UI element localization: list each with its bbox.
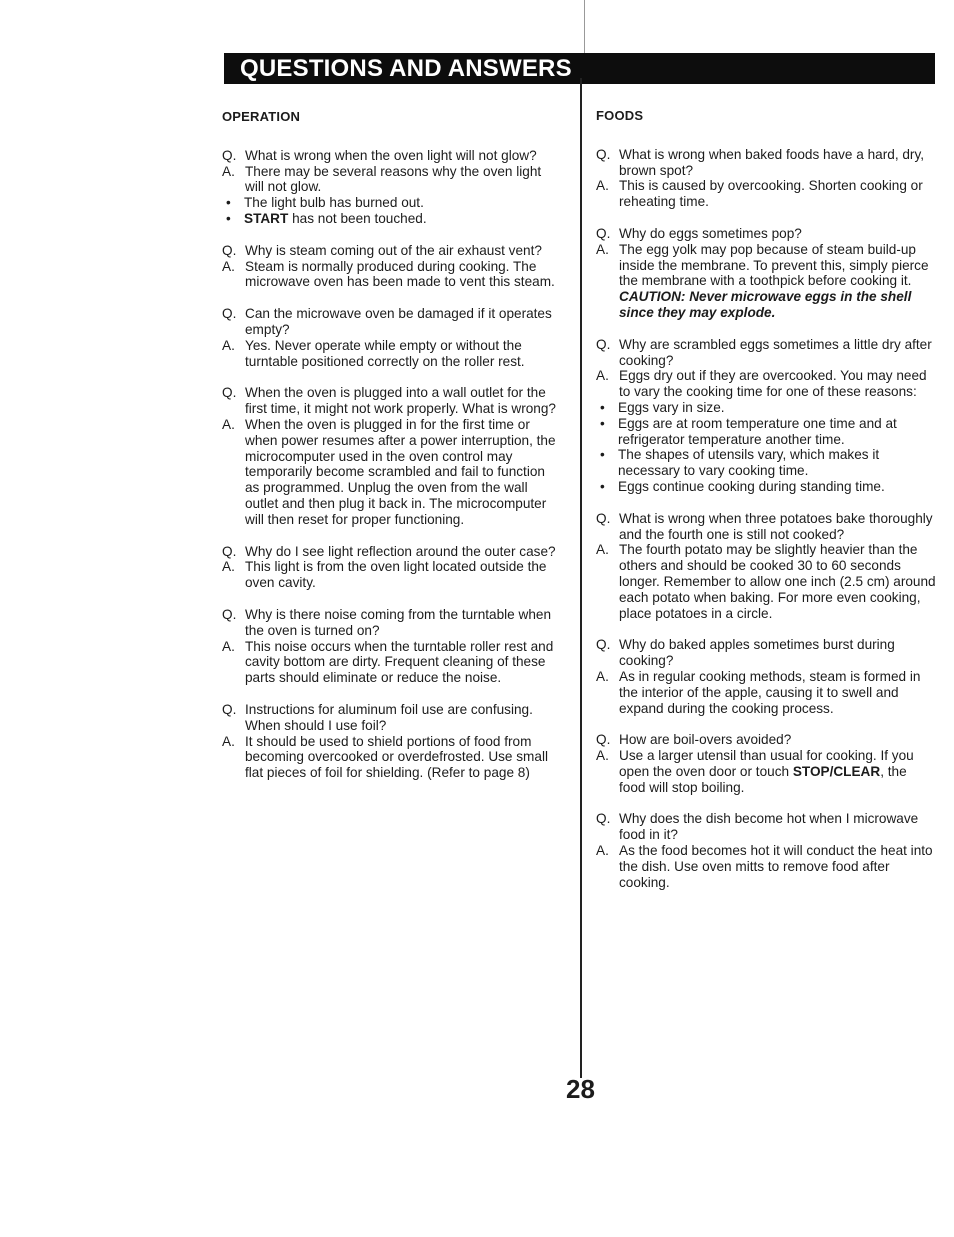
answer-marker: A.: [596, 368, 609, 384]
qa-item: [222, 544, 562, 591]
question: [596, 337, 936, 369]
foods-heading: FOODS: [596, 108, 644, 123]
answer-marker: A.: [222, 337, 235, 353]
answer-marker: A.: [596, 843, 609, 859]
question-marker: Q.: [596, 336, 611, 352]
question-text: Why do baked apples sometimes burst during cooking?: [619, 637, 895, 669]
question-text: Why are scrambled eggs sometimes a little dry after cooking?: [619, 336, 932, 368]
bullet-text: Eggs vary in size.: [618, 399, 725, 415]
answer-marker: A.: [596, 178, 609, 194]
answer-body: [245, 338, 562, 370]
answer: [222, 417, 562, 528]
question-marker: Q.: [596, 811, 611, 827]
question: [596, 732, 936, 748]
answer-text: This noise occurs when the turntable roller rest and cavity bottom are dirty. Frequent cleaning of these parts should eliminate or reduce the noise.: [245, 638, 554, 686]
page-number: 28: [566, 1074, 595, 1104]
question-text: Why does the dish become hot when I microwave food in it?: [619, 811, 919, 843]
qa-item: [596, 337, 936, 495]
question: [222, 544, 562, 560]
qa-item: [596, 226, 936, 321]
answer-marker: A.: [222, 416, 235, 432]
question-text: What is wrong when the oven light will not glow?: [245, 147, 537, 163]
foods-column: [596, 108, 936, 906]
answer-marker: A.: [222, 559, 235, 575]
answer: [596, 748, 936, 795]
qa-item: [596, 637, 936, 716]
answer-marker: A.: [596, 668, 609, 684]
qa-item: [222, 385, 562, 527]
bullet-icon: •: [600, 447, 605, 463]
answer: [596, 178, 936, 210]
question-marker: Q.: [222, 701, 237, 717]
qa-item: [222, 702, 562, 781]
bullet-icon: •: [600, 415, 605, 431]
answer-text: This light is from the oven light located outside the oven cavity.: [245, 559, 547, 591]
question: [222, 702, 562, 734]
answer-body: [245, 417, 562, 528]
bullet-icon: •: [600, 399, 605, 415]
bullet-icon: •: [226, 210, 231, 226]
stop-clear-key-label: STOP/CLEAR: [792, 763, 881, 779]
answer-body: [245, 164, 562, 196]
bullet-text: Eggs continue cooking during standing time.: [618, 478, 885, 494]
answer-body: [619, 748, 936, 795]
answer-text: This is caused by overcooking. Shorten cooking or reheating time.: [619, 178, 923, 210]
answer: [222, 639, 562, 686]
answer-text: As the food becomes hot it will conduct the heat into the dish. Use oven mitts to remove food after cooking.: [619, 843, 933, 890]
answer-marker: A.: [222, 163, 235, 179]
answer-marker: A.: [222, 258, 235, 274]
answer-marker: A.: [596, 748, 609, 764]
qa-item: [222, 243, 562, 290]
question: [222, 148, 562, 164]
answer: [222, 164, 562, 196]
answer-text: The egg yolk may pop because of steam build-up inside the membrane. To prevent this, simply pierce the membrane with a toothpick before cooking it.: [619, 241, 929, 289]
answer: [222, 559, 562, 591]
bullet-text: START has not been touched.: [244, 210, 427, 226]
question-marker: Q.: [222, 385, 237, 401]
column-divider: [580, 78, 582, 1078]
bullet-icon: •: [600, 478, 605, 494]
qa-item: [222, 607, 562, 686]
question-marker: Q.: [596, 225, 611, 241]
answer-body: [245, 559, 562, 591]
answer: [222, 338, 562, 370]
answer: [596, 669, 936, 716]
answer-body: [245, 259, 562, 291]
answer-text: The fourth potato may be slightly heavier than the others and should be cooked 30 to 60 seconds longer. Remember to allow one inch (2.5 cm) around each potato when baking. For more even cooking, place potatoes in a circle.: [619, 542, 936, 621]
bullet-icon: •: [226, 195, 231, 211]
bullet-item: [596, 479, 936, 495]
question: [222, 306, 562, 338]
answer-text: Yes. Never operate while empty or without the turntable positioned correctly on the roller rest.: [245, 337, 525, 369]
question: [596, 226, 936, 242]
qa-item: [596, 811, 936, 890]
answer-marker: A.: [596, 241, 609, 257]
question-marker: Q.: [596, 146, 611, 162]
question-text: What is wrong when baked foods have a hard, dry, brown spot?: [619, 146, 925, 178]
question-text: Can the microwave oven be damaged if it operates empty?: [245, 306, 552, 337]
operation-column: [222, 109, 562, 797]
bullet-item: [596, 416, 936, 448]
operation-heading: OPERATION: [222, 109, 301, 124]
answer-body: [619, 368, 936, 400]
question-marker: Q.: [596, 732, 611, 748]
answer-text: When the oven is plugged in for the first time or when power resumes after a power interruption, the microcomputer used in the oven control may temporarily become scrambled and fail to function as programmed. Unplug the oven from the wall outlet and then plug it back in. The microcomputer will then reset for proper functioning.: [245, 416, 556, 527]
bullet-strong-text: START: [244, 210, 289, 226]
question-text: What is wrong when three potatoes bake thoroughly and the fourth one is still not cooked?: [619, 510, 933, 542]
bullet-item: [596, 447, 936, 479]
qa-item: [596, 147, 936, 210]
bullet-text: The shapes of utensils vary, which makes it necessary to vary cooking time.: [618, 447, 880, 479]
answer: [596, 368, 936, 400]
answer-body: [619, 843, 936, 890]
caution-note: CAUTION: Never microwave eggs in the shell since they may explode.: [619, 289, 912, 320]
question: [596, 637, 936, 669]
question-marker: Q.: [222, 606, 237, 622]
question-text: Why do eggs sometimes pop?: [619, 225, 802, 241]
answer-body: [619, 242, 936, 321]
answer: [596, 542, 936, 621]
answer: [596, 843, 936, 890]
qa-item: [596, 732, 936, 795]
question-text: When the oven is plugged into a wall outlet for the first time, it might not work properly. What is wrong?: [245, 385, 556, 417]
question-marker: Q.: [596, 637, 611, 653]
page-title: QUESTIONS AND ANSWERS: [240, 55, 572, 82]
question-text: Why is steam coming out of the air exhaust vent?: [245, 242, 542, 258]
answer-text: Steam is normally produced during cooking. The microwave oven has been made to vent this steam.: [245, 258, 555, 290]
question-text: Why is there noise coming from the turntable when the oven is turned on?: [245, 606, 552, 638]
qa-item: [222, 306, 562, 369]
answer-text: It should be used to shield portions of food from becoming overcooked or overdefrosted. Use small flat pieces of foil for shielding. (Refer to page 8): [245, 733, 548, 781]
answer-text: There may be several reasons why the oven light will not glow.: [245, 163, 542, 195]
answer-text: Use a larger utensil than usual for cooking. If you open the oven door or touch STOP/CLEAR, the food will stop boiling.: [619, 748, 914, 795]
question-text: Why do I see light reflection around the outer case?: [245, 543, 556, 559]
answer: [222, 259, 562, 291]
qa-item: [222, 148, 562, 227]
answer-marker: A.: [596, 542, 609, 558]
answer: [596, 242, 936, 321]
question: [222, 243, 562, 259]
bullet-item: [222, 195, 562, 211]
answer-body: [619, 669, 936, 716]
answer-body: [619, 542, 936, 621]
answer-body: [245, 734, 562, 781]
question: [222, 385, 562, 417]
question-text: How are boil-overs avoided?: [619, 732, 792, 748]
question-marker: Q.: [222, 543, 237, 559]
answer-marker: A.: [222, 638, 235, 654]
question-marker: Q.: [222, 147, 237, 163]
question: [596, 147, 936, 179]
operation-qa-list: [222, 148, 562, 781]
foods-qa-list: [596, 147, 936, 891]
answer-marker: A.: [222, 733, 235, 749]
question-marker: Q.: [596, 510, 611, 526]
question: [222, 607, 562, 639]
answer-body: [619, 178, 936, 210]
question-marker: Q.: [222, 242, 237, 258]
answer-text: Eggs dry out if they are overcooked. You may need to vary the cooking time for one of these reasons:: [619, 368, 927, 400]
answer-body: [245, 639, 562, 686]
bullet-item: [596, 400, 936, 416]
answer-text: As in regular cooking methods, steam is formed in the interior of the apple, causing it to swell and expand during the cooking process.: [619, 668, 921, 716]
bullet-text: The light bulb has burned out.: [244, 195, 424, 211]
question-marker: Q.: [222, 306, 237, 322]
answer: [222, 734, 562, 781]
question-text: Instructions for aluminum foil use are confusing. When should I use foil?: [245, 701, 533, 733]
bullet-item: [222, 211, 562, 227]
question: [596, 811, 936, 843]
bullet-text: Eggs are at room temperature one time and at refrigerator temperature another time.: [618, 415, 897, 447]
qa-item: [596, 511, 936, 622]
question: [596, 511, 936, 543]
